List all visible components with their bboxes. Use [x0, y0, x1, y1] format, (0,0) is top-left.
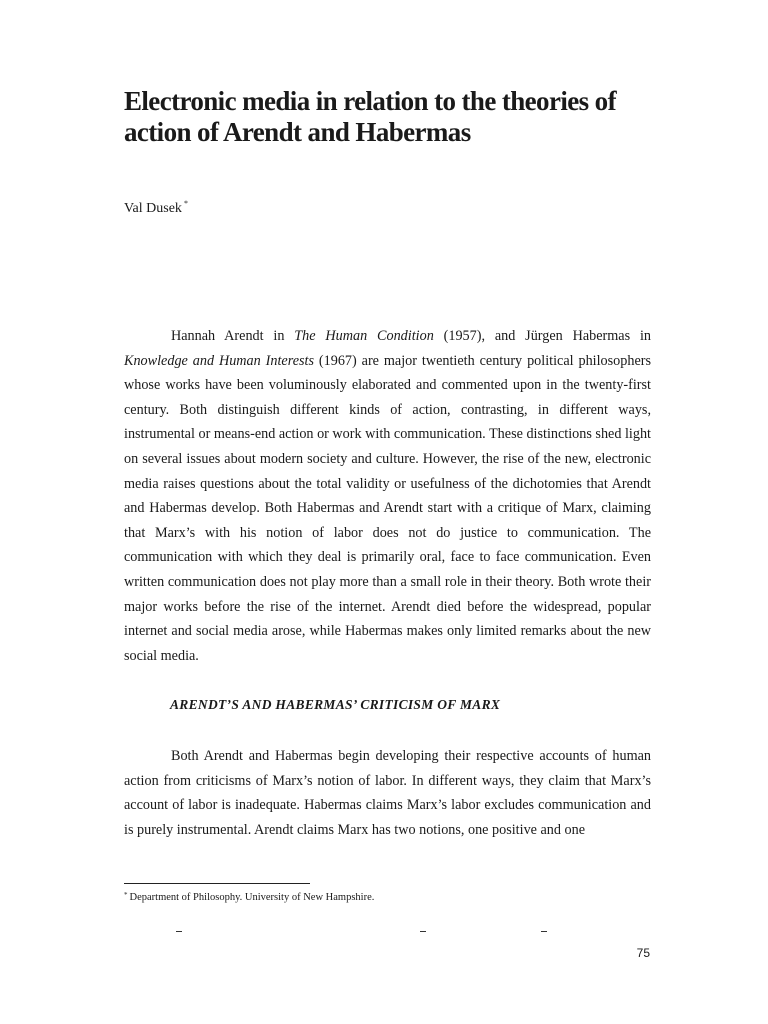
intro-text-1: Hannah Arendt in	[171, 328, 295, 344]
scan-mark	[420, 931, 426, 932]
page-number: 75	[636, 946, 650, 960]
intro-text-2: (1957), and Jürgen Habermas in	[433, 328, 651, 344]
book-title-knowledge-interests: Knowledge and Human Interests	[124, 352, 314, 369]
author-line	[124, 199, 188, 217]
book-title-human-condition: The Human Condition	[294, 328, 434, 344]
scan-mark	[176, 931, 182, 932]
intro-text-3: (1967) are major twentieth century political philosophers whose works have been voluminously elaborated and commented upon in the twenty-first century. Both distinguish different kinds of action, contrasting, in different ways, instrumental or means-end action or work with communication. These distinctions shed light on several issues about modern society and culture. However, the rise of the new, electronic media raises questions about the total validity or usefulness of the dichotomies that Arendt and Habermas develop. Both Habermas and Arendt start with a critique of Marx, claiming that Marx’s with his notion of labor does not do justice to communication. The communication with which they deal is primarily oral, face to face communication. Even written communication does not play more than a small role in their theory. Both wrote their major works before the rise of the internet. Arendt died before the widespread, popular internet and social media arose, while Habermas makes only limited remarks about the new social media.	[124, 352, 651, 664]
footnote-divider	[124, 883, 310, 884]
footnote-text: Department of Philosophy. University of New Hampshire.	[129, 892, 375, 903]
author-name: Val Dusek	[124, 201, 182, 216]
footnote-marker: *	[124, 891, 128, 899]
section-paragraph: Both Arendt and Habermas begin developing their respective accounts of human action from criticisms of Marx’s notion of labor. In different ways, they claim that Marx’s account of labor is inadequate. Habermas claims Marx’s labor excludes communication and is purely instrumental. Arendt claims Marx has two notions, one positive and one	[124, 748, 651, 838]
scan-mark	[541, 931, 547, 932]
footnote	[124, 891, 374, 903]
author-footnote-marker: *	[183, 199, 188, 208]
intro-paragraph	[124, 324, 651, 668]
section-heading: ARENDT’S AND HABERMAS’ CRITICISM OF MARX	[170, 697, 501, 712]
paper-title: Electronic media in relation to the theories of action of Arendt and Habermas	[124, 86, 616, 147]
